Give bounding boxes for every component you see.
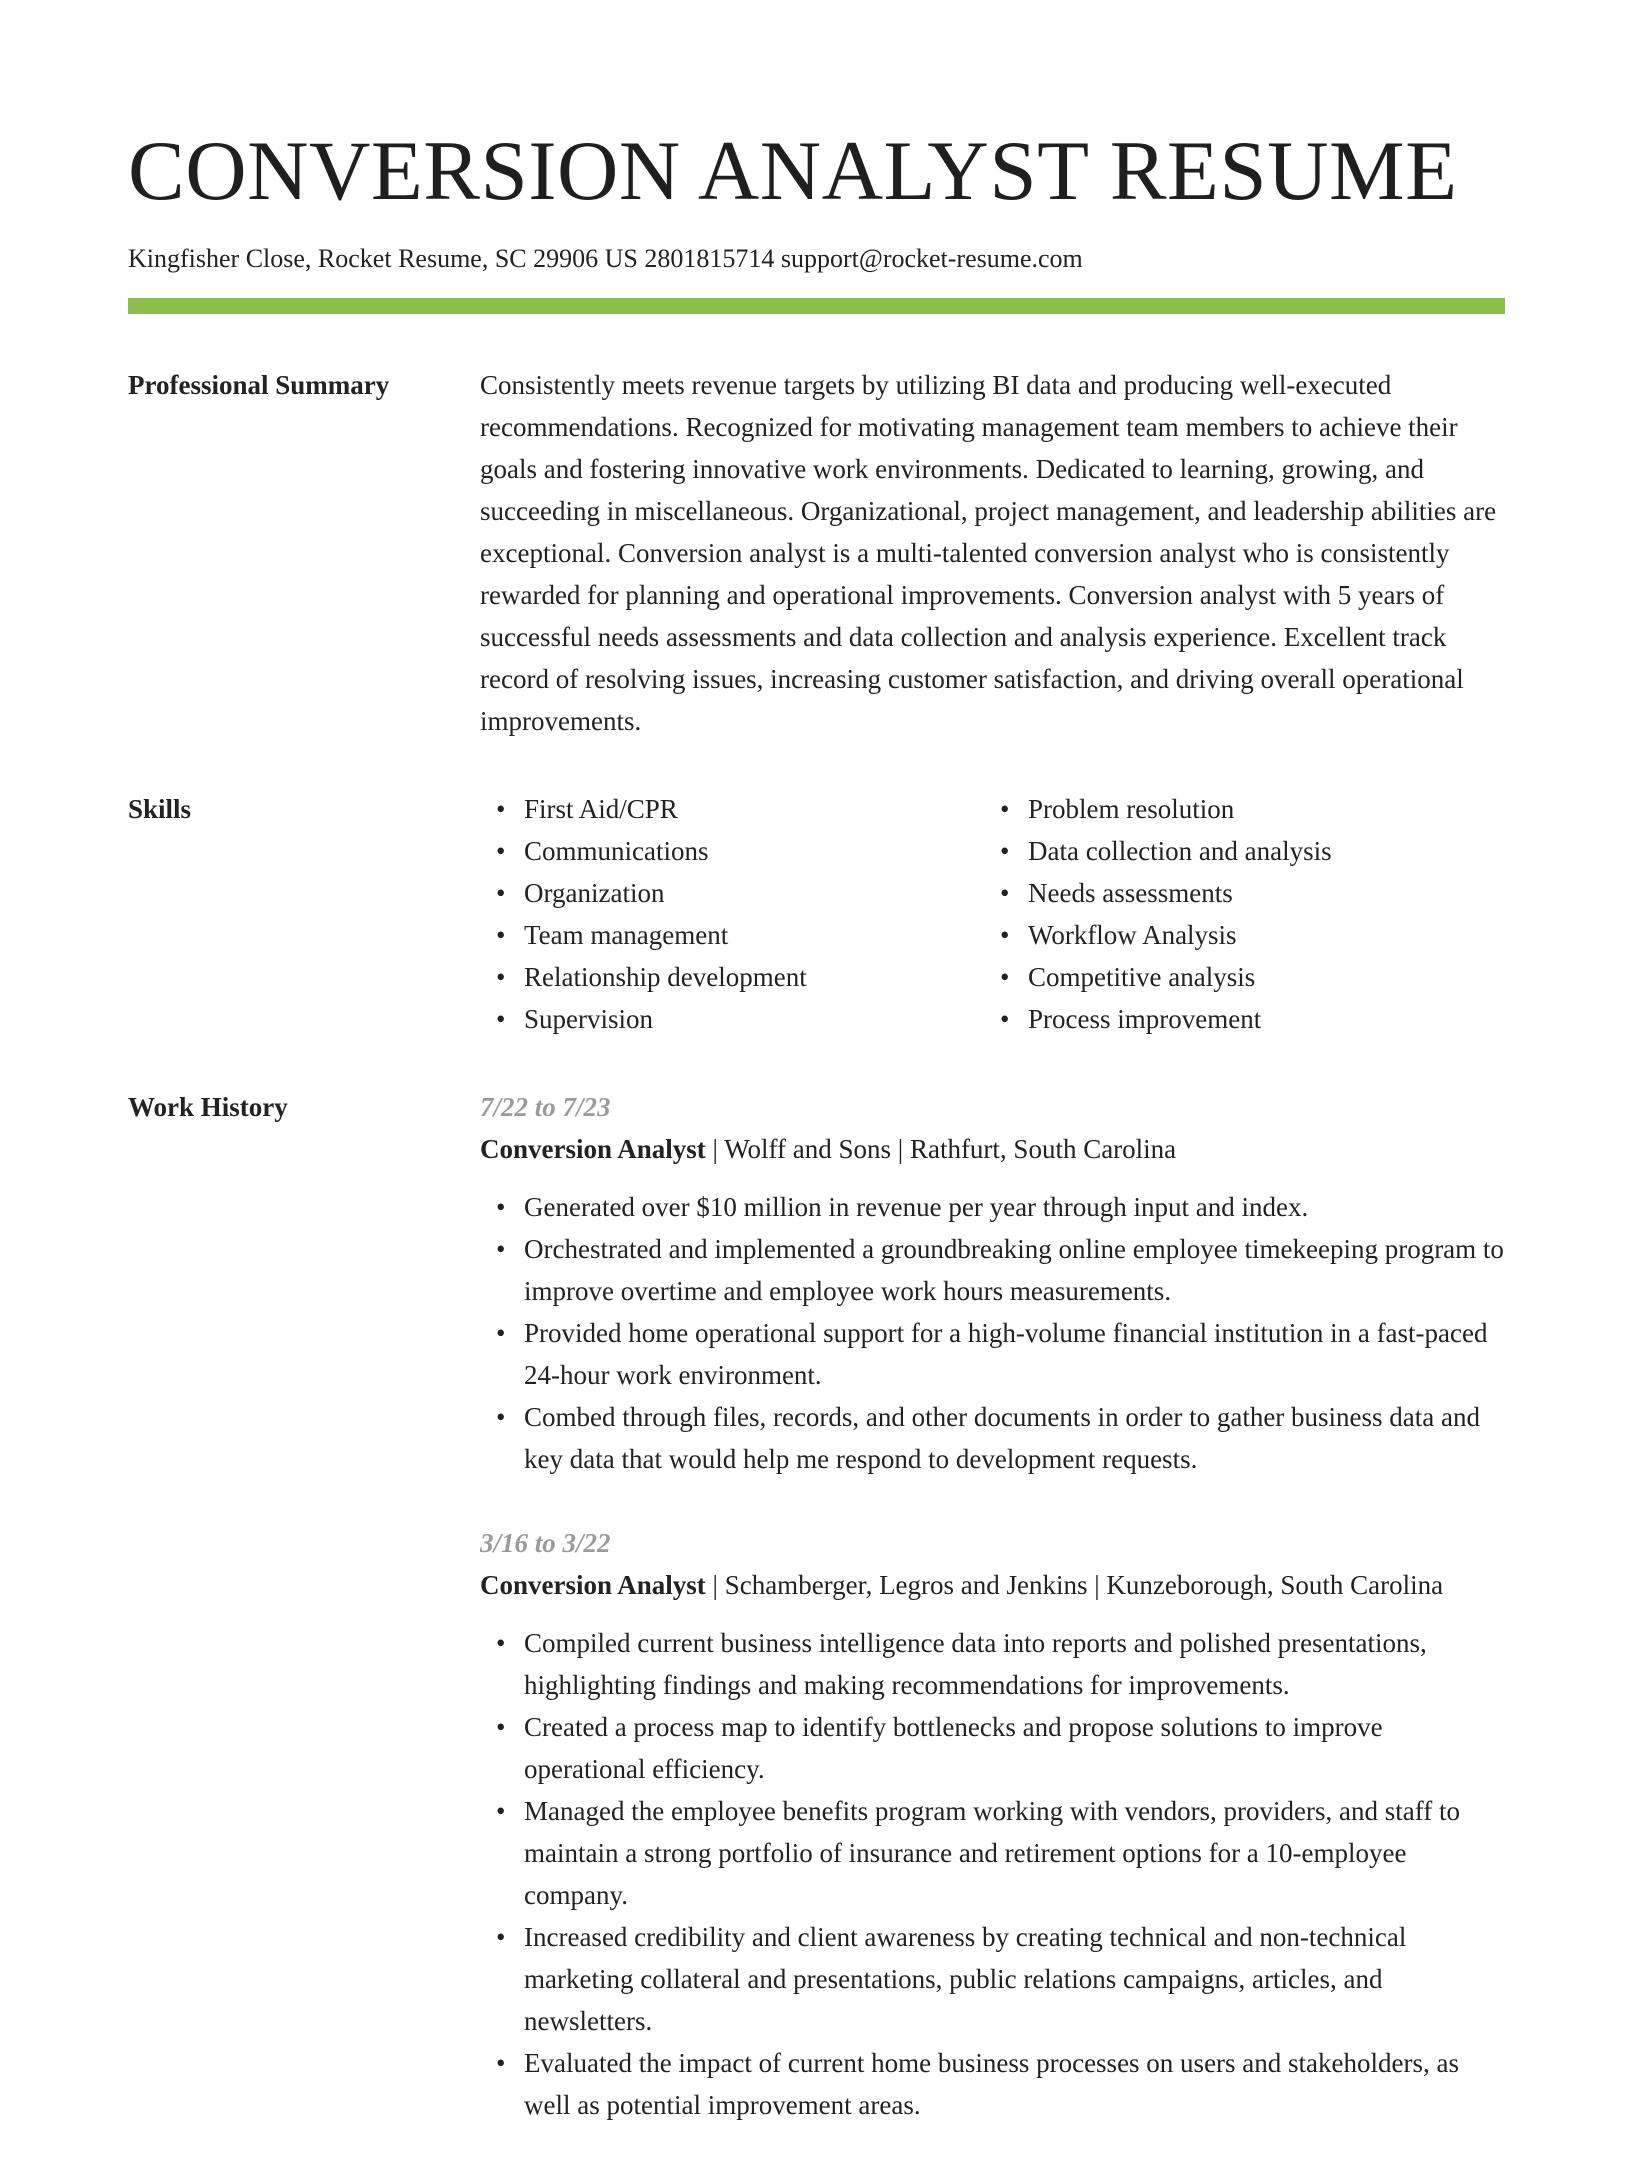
bullet-icon: •: [1000, 878, 1010, 908]
skills-body: [480, 788, 1505, 1040]
list-item-text: Organization: [524, 878, 665, 908]
skill-item: [984, 956, 1488, 998]
list-item-text: First Aid/CPR: [524, 794, 678, 824]
skill-item: [480, 788, 984, 830]
job-title: Conversion Analyst: [480, 1134, 706, 1164]
bullet-icon: •: [496, 1402, 506, 1432]
list-item-text: Generated over $10 million in revenue per year through input and index.: [524, 1192, 1309, 1222]
list-item: [480, 1916, 1505, 2042]
resume-page: [128, 0, 1505, 2168]
bullet-icon: •: [496, 1318, 506, 1348]
bullet-icon: •: [496, 1712, 506, 1742]
skill-item: [480, 998, 984, 1040]
list-item-text: Data collection and analysis: [1028, 836, 1332, 866]
work-history-body: [480, 1086, 1505, 2168]
list-item-text: Evaluated the impact of current home business processes on users and stakeholders, as well as potential improvement areas.: [524, 2048, 1459, 2120]
bullet-icon: •: [496, 1922, 506, 1952]
bullet-icon: •: [496, 836, 506, 866]
summary-body: [480, 364, 1505, 742]
work-history-heading: Work History: [128, 1092, 288, 1122]
summary-section: [128, 364, 1505, 742]
list-item-text: Workflow Analysis: [1028, 920, 1237, 950]
summary-heading: Professional Summary: [128, 370, 390, 400]
list-item: [480, 1312, 1505, 1396]
skill-item: [984, 998, 1488, 1040]
skill-item: [984, 788, 1488, 830]
list-item-text: Team management: [524, 920, 729, 950]
work-history-section: [128, 1086, 1505, 2168]
job-bullets: [480, 1186, 1505, 1480]
bullet-icon: •: [1000, 962, 1010, 992]
bullet-icon: •: [496, 794, 506, 824]
bullet-icon: •: [1000, 920, 1010, 950]
skill-item: [480, 830, 984, 872]
accent-divider: [128, 298, 1505, 314]
job-dates: 7/22 to 7/23: [480, 1092, 611, 1122]
skills-heading: Skills: [128, 794, 192, 824]
list-item: [480, 1396, 1505, 1480]
list-item-text: Relationship development: [524, 962, 807, 992]
bullet-icon: •: [496, 1234, 506, 1264]
skill-item: [984, 872, 1488, 914]
job-employer-location: | Schamberger, Legros and Jenkins | Kunzeborough, South Carolina: [705, 1570, 1444, 1600]
job-heading: [480, 1564, 1505, 1606]
bullet-icon: •: [496, 878, 506, 908]
list-item-text: Communications: [524, 836, 709, 866]
list-item-text: Increased credibility and client awareness by creating technical and non-technical marketing collateral and presentations, public relations campaigns, articles, and newsletters.: [524, 1922, 1407, 2036]
bullet-icon: •: [496, 1192, 506, 1222]
list-item-text: Compiled current business intelligence data into reports and polished presentations, highlighting findings and making recommendations for improvements.: [524, 1628, 1427, 1700]
list-item: [480, 1186, 1505, 1228]
list-item-text: Created a process map to identify bottlenecks and propose solutions to improve operational efficiency.: [524, 1712, 1383, 1784]
list-item-text: Managed the employee benefits program working with vendors, providers, and staff to maintain a strong portfolio of insurance and retirement options for a 10-employee company.: [524, 1796, 1461, 1910]
bullet-icon: •: [496, 962, 506, 992]
skill-item: [480, 956, 984, 998]
list-item-text: Problem resolution: [1028, 794, 1235, 824]
job-employer-location: | Wolff and Sons | Rathfurt, South Carolina: [705, 1134, 1177, 1164]
bullet-icon: •: [1000, 1004, 1010, 1034]
bullet-icon: •: [496, 2048, 506, 2078]
job-heading: [480, 1128, 1505, 1170]
list-item: [480, 2042, 1505, 2126]
skills-left-column: [480, 788, 984, 1040]
list-item-text: Supervision: [524, 1004, 654, 1034]
bullet-icon: •: [496, 920, 506, 950]
bullet-icon: •: [496, 1004, 506, 1034]
skills-right-column: [984, 788, 1488, 1040]
list-item-text: Competitive analysis: [1028, 962, 1256, 992]
contact-line: Kingfisher Close, Rocket Resume, SC 29906 US 2801815714 support@rocket-resume.com: [128, 244, 1083, 273]
skill-item: [984, 830, 1488, 872]
skill-item: [984, 914, 1488, 956]
summary-text: Consistently meets revenue targets by utilizing BI data and producing well-executed recommendations. Recognized for motivating management team members to achieve their goals and fostering innovative work environments. Dedicated to learning, growing, and succeeding in miscellaneous. Organizational, project management, and leadership abilities are exceptional. Conversion analyst is a multi-talented conversion analyst who is consistently rewarded for planning and operational improvements. Conversion analyst with 5 years of successful needs assessments and data collection and analysis experience. Excellent track record of resolving issues, increasing customer satisfaction, and driving overall operational improvements.: [480, 370, 1497, 736]
job-bullets: [480, 1622, 1505, 2126]
list-item: [480, 1790, 1505, 1916]
job-entry: [480, 1086, 1505, 1480]
list-item-text: Process improvement: [1028, 1004, 1262, 1034]
job-title: Conversion Analyst: [480, 1570, 706, 1600]
list-item: [480, 1622, 1505, 1706]
job-dates: 3/16 to 3/22: [480, 1528, 611, 1558]
list-item-text: Combed through files, records, and other documents in order to gather business data and key data that would help me respond to development requests.: [524, 1402, 1481, 1474]
bullet-icon: •: [1000, 836, 1010, 866]
list-item-text: Provided home operational support for a high-volume financial institution in a fast-paced 24-hour work environment.: [524, 1318, 1488, 1390]
job-entry: [480, 1522, 1505, 2126]
list-item-text: Orchestrated and implemented a groundbreaking online employee timekeeping program to improve overtime and employee work hours measurements.: [524, 1234, 1504, 1306]
list-item-text: Needs assessments: [1028, 878, 1233, 908]
bullet-icon: •: [496, 1628, 506, 1658]
skill-item: [480, 872, 984, 914]
bullet-icon: •: [1000, 794, 1010, 824]
resume-title: CONVERSION ANALYST RESUME: [128, 124, 1458, 218]
skill-item: [480, 914, 984, 956]
list-item: [480, 1228, 1505, 1312]
list-item: [480, 1706, 1505, 1790]
skills-section: [128, 788, 1505, 1040]
bullet-icon: •: [496, 1796, 506, 1826]
